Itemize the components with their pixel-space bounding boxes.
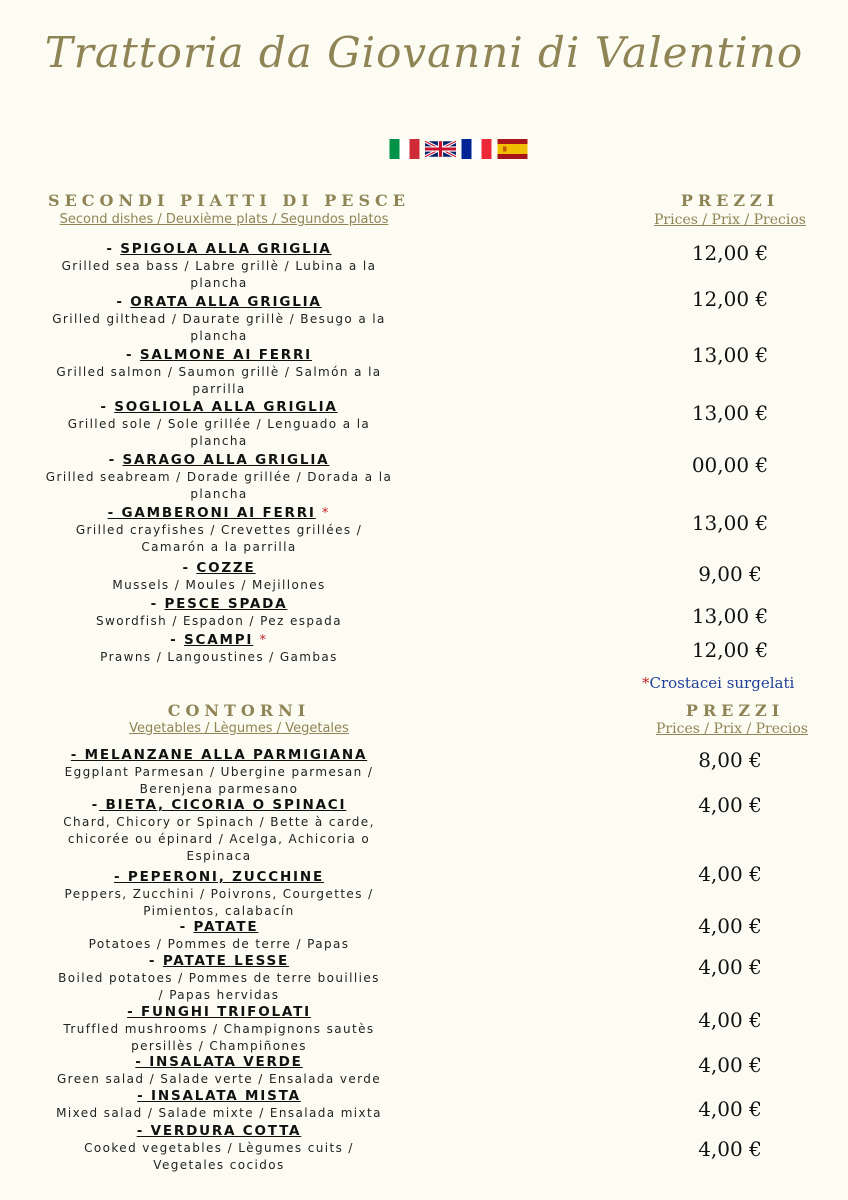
menu-item-description: Grilled sole / Sole grillée / Lenguado a la plancha (67, 417, 371, 448)
menu-item-name: - INSALATA VERDE (135, 1054, 303, 1070)
menu-item-price: 4,00 € (698, 793, 762, 817)
menu-item-price: 4,00 € (698, 1097, 762, 1121)
menu-item-description: Grilled seabream / Dorade grillée / Dorada a la plancha (45, 470, 393, 501)
menu-item-price: 12,00 € (691, 638, 769, 662)
menu-item-description: Chard, Chicory or Spinach / Bette à carde, chicorée ou épinard / Acelga, Achicoria o Espinaca (63, 815, 375, 863)
menu-item-price: 4,00 € (698, 1053, 762, 1077)
sides-price-subheading: Prices / Prix / Precios (656, 721, 808, 737)
menu-item (44, 632, 394, 666)
menu-item-name: - PATATE LESSE (148, 953, 290, 969)
menu-item-name: - PEPERONI, ZUCCHINE (114, 869, 324, 885)
menu-item-name: - SALMONE AI FERRI (125, 347, 313, 363)
menu-item (54, 919, 384, 953)
menu-item-price: 13,00 € (691, 604, 769, 628)
menu-item-name: - FUNGHI TRIFOLATI (127, 1004, 311, 1020)
menu-item-description: Mixed salad / Salade mixte / Ensalada mixta (56, 1106, 382, 1120)
menu-item-description: Cooked vegetables / Lègumes cuits / Vegetales cocidos (84, 1141, 354, 1172)
menu-item (54, 747, 384, 798)
menu-item-name: - PATATE (179, 919, 259, 935)
menu-item (54, 1123, 384, 1174)
language-flags (389, 139, 528, 159)
menu-item-description: Mussels / Moules / Mejillones (112, 578, 326, 592)
menu-item (54, 1054, 384, 1088)
menu-item-description: Grilled crayfishes / Crevettes grillées / Camarón a la parrilla (75, 523, 363, 554)
fish-price-heading: PREZZI (680, 191, 780, 210)
frozen-note: *Crostacei surgelati (642, 674, 795, 692)
menu-item-name: - PESCE SPADA (150, 596, 288, 612)
menu-item (44, 399, 394, 450)
restaurant-title: Trattoria da Giovanni di Valentino (44, 28, 804, 77)
menu-item (44, 241, 394, 292)
menu-item-price: 4,00 € (698, 914, 762, 938)
menu-item (44, 452, 394, 503)
menu-item (44, 596, 394, 630)
sides-price-heading: PREZZI (685, 701, 785, 720)
menu-item (54, 869, 384, 920)
france-flag-icon[interactable] (461, 139, 492, 159)
menu-item (44, 294, 394, 345)
menu-item-price: 12,00 € (691, 241, 769, 265)
menu-item-name: - COZZE (182, 560, 256, 576)
menu-item-price: 00,00 € (691, 453, 769, 477)
menu-item-price: 8,00 € (698, 748, 762, 772)
menu-item (54, 953, 384, 1004)
menu-item (54, 797, 384, 865)
menu-item-description: Peppers, Zucchini / Poivrons, Courgettes / Pimientos, calabacín (64, 887, 374, 918)
menu-item (54, 1088, 384, 1122)
menu-item-description: Boiled potatoes / Pommes de terre bouillies / Papas hervidas (58, 971, 380, 1002)
menu-item-name: - BIETA, CICORIA O SPINACI (91, 797, 347, 813)
menu-item-name: - INSALATA MISTA (137, 1088, 301, 1104)
menu-item-price: 4,00 € (698, 1008, 762, 1032)
menu-item (44, 505, 394, 556)
menu-item-description: Prawns / Langoustines / Gambas (100, 650, 338, 664)
menu-item-description: Eggplant Parmesan / Ubergine parmesan / Berenjena parmesano (64, 765, 374, 796)
menu-item-description: Green salad / Salade verte / Ensalada verde (56, 1072, 382, 1086)
menu-item-price: 13,00 € (691, 401, 769, 425)
italy-flag-icon[interactable] (389, 139, 420, 159)
menu-item-description: Grilled gilthead / Daurate grillè / Besugo a la plancha (52, 312, 386, 343)
fish-section-heading: SECONDI PIATTI DI PESCE (48, 191, 410, 210)
menu-item-price: 12,00 € (691, 287, 769, 311)
menu-item-name: - SOGLIOLA ALLA GRIGLIA (100, 399, 338, 415)
menu-item-name: - SPIGOLA ALLA GRIGLIA (106, 241, 332, 257)
menu-item-price: 13,00 € (691, 343, 769, 367)
menu-item (44, 347, 394, 398)
menu-item-description: Truffled mushrooms / Champignons sautès persillès / Champiñones (63, 1022, 375, 1053)
menu-item-name: - GAMBERONI AI FERRI * (107, 505, 331, 521)
menu-item (44, 560, 394, 594)
fish-price-subheading: Prices / Prix / Precios (654, 212, 806, 228)
menu-item-price: 9,00 € (698, 562, 762, 586)
menu-item-name: - SCAMPI * (170, 632, 268, 648)
fish-section-subheading: Second dishes / Deuxième plats / Segundos platos (59, 212, 389, 227)
menu-item-price: 4,00 € (698, 955, 762, 979)
sides-section-subheading: Vegetables / Lègumes / Vegetales (129, 721, 349, 736)
menu-item-description: Grilled salmon / Saumon grillè / Salmón a la parrilla (56, 365, 382, 396)
menu-item (54, 1004, 384, 1055)
menu-item-description: Grilled sea bass / Labre grillè / Lubina a la plancha (61, 259, 377, 290)
menu-item-price: 4,00 € (698, 1137, 762, 1161)
menu-item-name: - VERDURA COTTA (136, 1123, 302, 1139)
sides-section-heading: CONTORNI (167, 701, 311, 720)
menu-item-price: 4,00 € (698, 862, 762, 886)
menu-item-name: - MELANZANE ALLA PARMIGIANA (70, 747, 368, 763)
menu-item-name: - SARAGO ALLA GRIGLIA (108, 452, 330, 468)
menu-item-name: - ORATA ALLA GRIGLIA (116, 294, 322, 310)
menu-item-description: Swordfish / Espadon / Pez espada (96, 614, 342, 628)
menu-item-price: 13,00 € (691, 511, 769, 535)
menu-item-description: Potatoes / Pommes de terre / Papas (88, 937, 350, 951)
uk-flag-icon[interactable] (425, 139, 456, 159)
spain-flag-icon[interactable] (497, 139, 528, 159)
